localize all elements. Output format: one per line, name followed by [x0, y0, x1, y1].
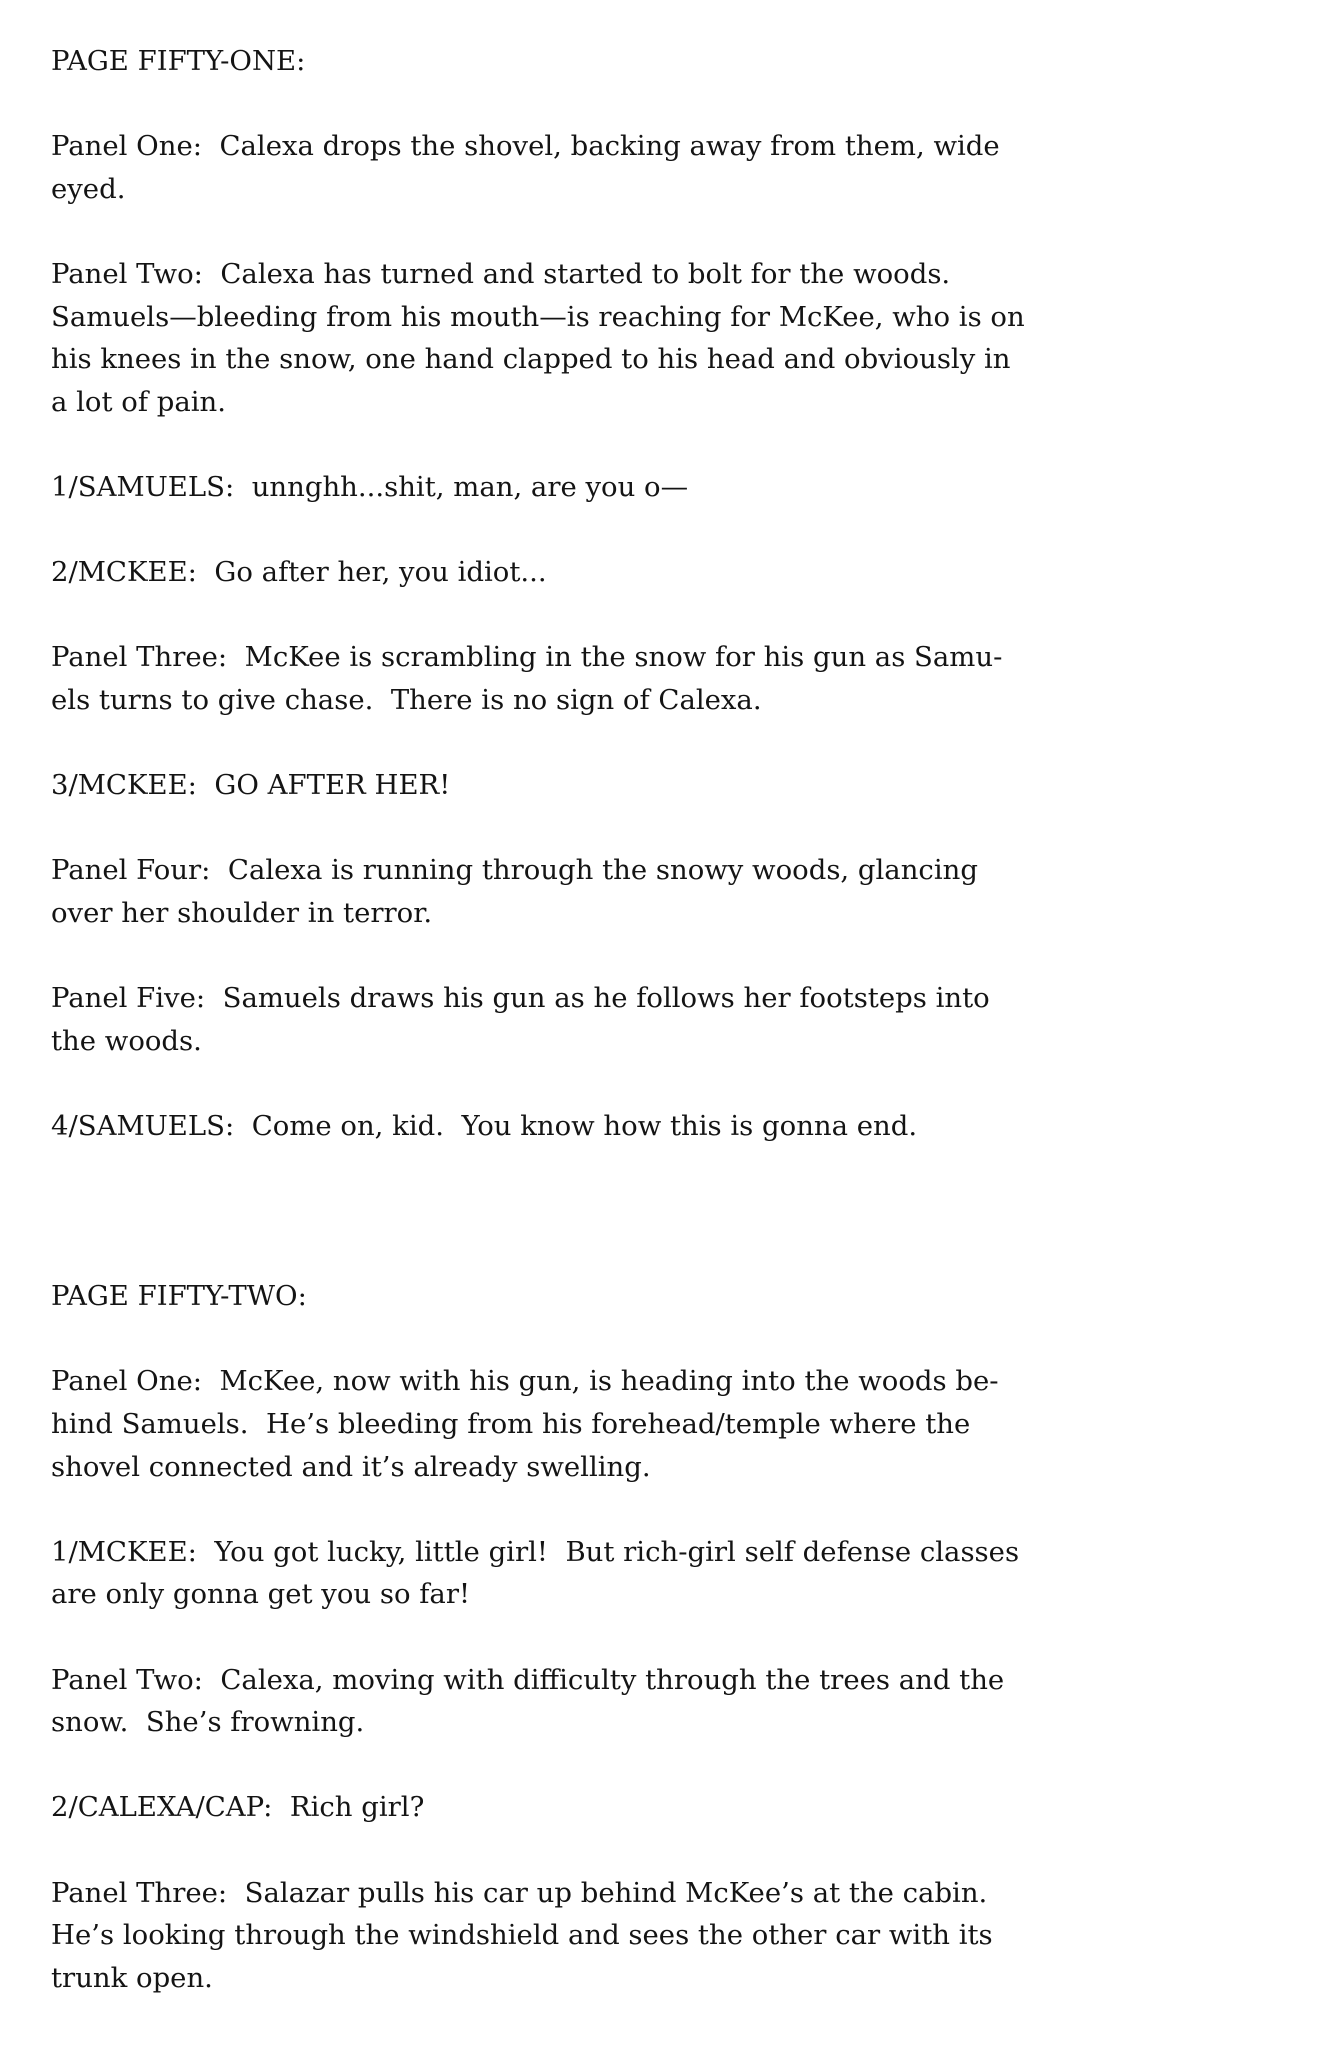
text-line: trunk open.	[51, 1961, 213, 1994]
text-line: eyed.	[51, 172, 126, 205]
text-line: Panel Three: Salazar pulls his car up behind McKee’s at the cabin.	[51, 1876, 988, 1909]
dialogue-line	[51, 1105, 1291, 1148]
text-line: are only gonna get you so far!	[51, 1578, 471, 1611]
dialogue-line	[51, 1786, 1291, 1829]
page-fifty-one-blocks	[51, 125, 1291, 1147]
text-line: over her shoulder in terror.	[51, 896, 433, 929]
text-line: 2/MCKEE: Go after her, you idiot...	[51, 556, 547, 589]
panel-description	[51, 125, 1291, 210]
text-line: Panel Two: Calexa has turned and started to bolt for the woods.	[51, 257, 951, 290]
page-heading: PAGE FIFTY-ONE:	[51, 45, 306, 77]
text-line: a lot of pain.	[51, 385, 227, 418]
text-line: shovel connected and it’s already swelling.	[51, 1450, 651, 1483]
text-line: Panel Two: Calexa, moving with difficulty through the trees and the	[51, 1663, 1005, 1696]
text-line: his knees in the snow, one hand clapped to his head and obviously in	[51, 343, 1011, 376]
dialogue-line	[51, 1531, 1291, 1616]
text-line: 2/CALEXA/CAP: Rich girl?	[51, 1791, 425, 1824]
page-fifty-two-blocks	[51, 1360, 1291, 1999]
text-line: Panel One: McKee, now with his gun, is heading into the woods be-	[51, 1365, 999, 1398]
text-line: 1/SAMUELS: unnghh...shit, man, are you o—	[51, 470, 689, 503]
text-line: Panel Four: Calexa is running through the snowy woods, glancing	[51, 854, 978, 887]
text-line: Panel Five: Samuels draws his gun as he follows her footsteps into	[51, 982, 990, 1015]
dialogue-line	[51, 764, 1291, 807]
text-line: Panel Three: McKee is scrambling in the snow for his gun as Samu-	[51, 641, 1003, 674]
text-line: 4/SAMUELS: Come on, kid. You know how this is gonna end.	[51, 1109, 918, 1142]
panel-description	[51, 977, 1291, 1062]
text-line: 1/MCKEE: You got lucky, little girl! But rich-girl self defense classes	[51, 1535, 1020, 1568]
text-line: snow. She’s frowning.	[51, 1706, 365, 1739]
text-line: hind Samuels. He’s bleeding from his forehead/temple where the	[51, 1408, 971, 1441]
text-line: Samuels—bleeding from his mouth—is reaching for McKee, who is on	[51, 300, 1025, 333]
panel-description	[51, 1659, 1291, 1744]
panel-description	[51, 849, 1291, 934]
page-heading: PAGE FIFTY-TWO:	[51, 1280, 307, 1313]
panel-description	[51, 636, 1291, 721]
script-document	[51, 40, 1291, 1999]
panel-description	[51, 253, 1291, 423]
panel-description	[51, 1872, 1291, 2000]
text-line: He’s looking through the windshield and sees the other car with its	[51, 1919, 993, 1952]
text-line: els turns to give chase. There is no sign of Calexa.	[51, 683, 762, 716]
dialogue-line	[51, 466, 1291, 509]
text-line: the woods.	[51, 1024, 202, 1057]
panel-description	[51, 1360, 1291, 1488]
dialogue-line	[51, 551, 1291, 594]
text-line: Panel One: Calexa drops the shovel, backing away from them, wide	[51, 130, 1000, 163]
text-line: 3/MCKEE: GO AFTER HER!	[51, 769, 451, 802]
